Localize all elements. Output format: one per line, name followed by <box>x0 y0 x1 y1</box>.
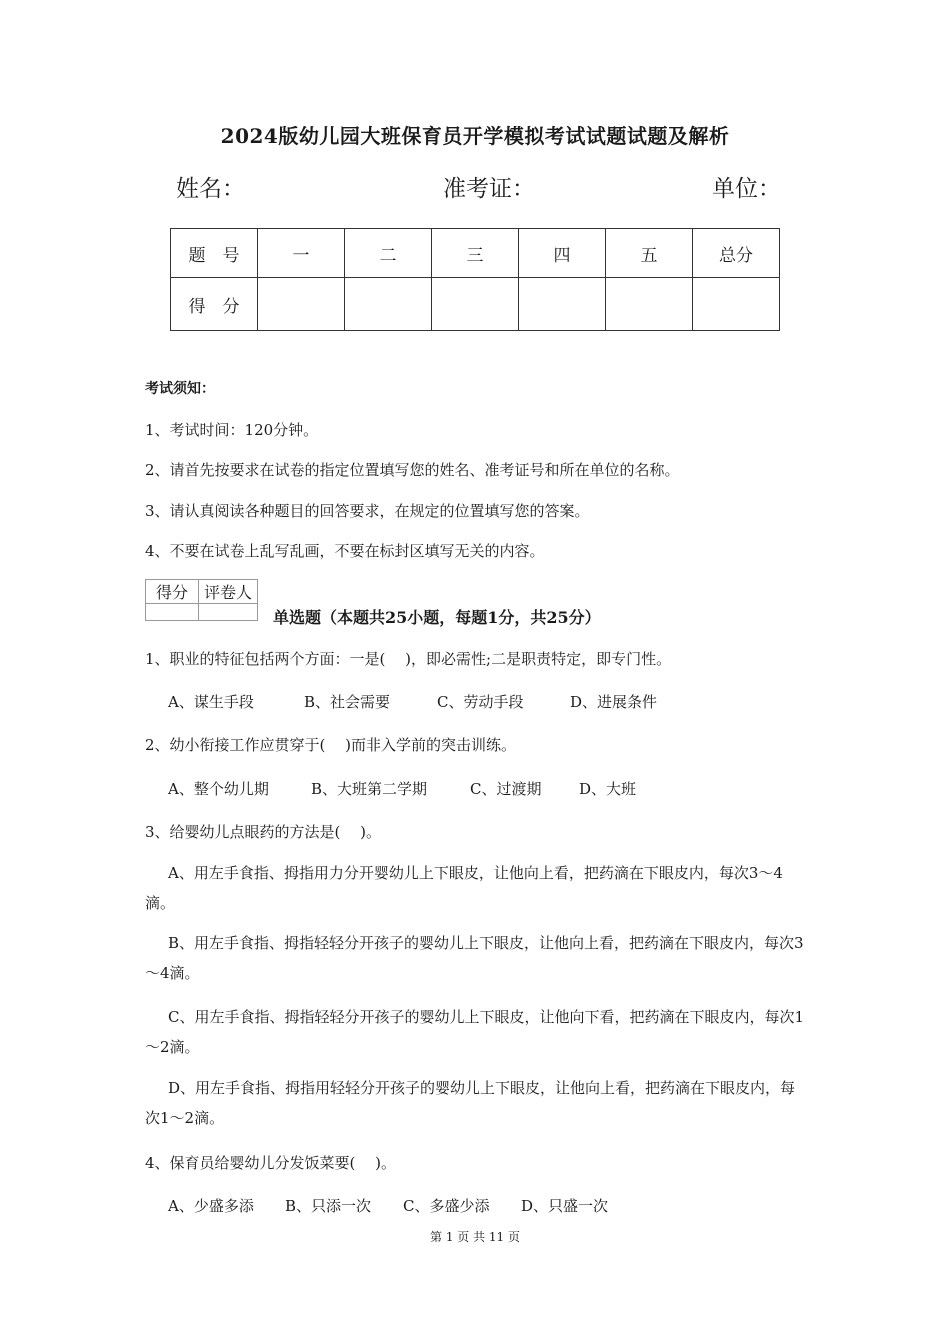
score-table-header-cell: 四 <box>519 229 606 278</box>
notice-item: 3、请认真阅读各种题目的回答要求，在规定的位置填写您的答案。 <box>145 502 590 520</box>
score-table-score-row <box>171 278 780 331</box>
score-table-header-cell: 五 <box>606 229 693 278</box>
question-option: A、谋生手段 <box>168 693 254 711</box>
grader-score-cell[interactable] <box>146 604 199 621</box>
question-stem: 3、给婴幼儿点眼药的方法是( )。 <box>145 823 382 841</box>
question-option: B、只添一次 <box>285 1197 372 1215</box>
question-option: B、大班第二学期 <box>311 780 428 798</box>
grader-reviewer-label: 评卷人 <box>199 580 258 604</box>
grader-reviewer-cell[interactable] <box>199 604 258 621</box>
exam-number-field-label: 准考证： <box>443 176 535 202</box>
grader-score-label: 得分 <box>146 580 199 604</box>
score-table-header-row <box>171 229 780 278</box>
score-table-header-cell: 二 <box>345 229 432 278</box>
question-option: C、过渡期 <box>470 780 542 798</box>
question-option: B、社会需要 <box>304 693 391 711</box>
question-option: C、用左手食指、拇指轻轻分开孩子的婴幼儿上下眼皮，让他向下看，把药滴在下眼皮内，每次1～2滴。 <box>145 1008 805 1056</box>
unit-field-label: 单位： <box>712 176 781 202</box>
score-cell[interactable] <box>693 278 780 331</box>
question-option: D、进展条件 <box>570 693 658 711</box>
question-stem: 1、职业的特征包括两个方面：一是( )，即必需性;二是职责特定，即专门性。 <box>145 650 672 668</box>
question-option: C、劳动手段 <box>437 693 524 711</box>
question-option: B、用左手食指、拇指轻轻分开孩子的婴幼儿上下眼皮，让他向上看，把药滴在下眼皮内，每次3～4滴。 <box>145 934 804 982</box>
score-cell[interactable] <box>345 278 432 331</box>
notice-title: 考试须知： <box>145 381 215 397</box>
question-option: D、用左手食指、拇指用轻轻分开孩子的婴幼儿上下眼皮，让他向上看，把药滴在下眼皮内，每次1～2滴。 <box>145 1079 796 1127</box>
document-title: 2024版幼儿园大班保育员开学模拟考试试题试题及解析 <box>220 124 730 148</box>
notice-item: 1、考试时间：120分钟。 <box>145 421 319 439</box>
question-stem: 2、幼小衔接工作应贯穿于( )而非入学前的突击训练。 <box>145 736 517 754</box>
score-table-row-label: 得 分 <box>171 278 258 331</box>
notice-item: 2、请首先按要求在试卷的指定位置填写您的姓名、准考证号和所在单位的名称。 <box>145 461 680 479</box>
score-table <box>170 228 780 331</box>
score-table-header-cell: 题 号 <box>171 229 258 278</box>
score-table-header-cell: 总分 <box>693 229 780 278</box>
score-table-header-cell: 三 <box>432 229 519 278</box>
grader-box <box>145 579 258 621</box>
page-footer: 第 1 页 共 11 页 <box>430 1230 520 1244</box>
name-field-label: 姓名： <box>176 176 245 202</box>
score-cell[interactable] <box>258 278 345 331</box>
question-option: A、用左手食指、拇指用力分开婴幼儿上下眼皮，让他向上看，把药滴在下眼皮内，每次3～4滴。 <box>145 864 783 912</box>
score-cell[interactable] <box>606 278 693 331</box>
score-cell[interactable] <box>519 278 606 331</box>
question-option: D、只盛一次 <box>521 1197 609 1215</box>
question-option: D、大班 <box>579 780 637 798</box>
score-table-header-cell: 一 <box>258 229 345 278</box>
question-option: A、整个幼儿期 <box>168 780 269 798</box>
section-title: 单选题（本题共25小题，每题1分，共25分） <box>273 608 601 627</box>
question-option: A、少盛多添 <box>168 1197 254 1215</box>
score-cell[interactable] <box>432 278 519 331</box>
notice-item: 4、不要在试卷上乱写乱画，不要在标封区填写无关的内容。 <box>145 542 545 560</box>
question-stem: 4、保育员给婴幼儿分发饭菜要( )。 <box>145 1154 397 1172</box>
question-option: C、多盛少添 <box>403 1197 490 1215</box>
